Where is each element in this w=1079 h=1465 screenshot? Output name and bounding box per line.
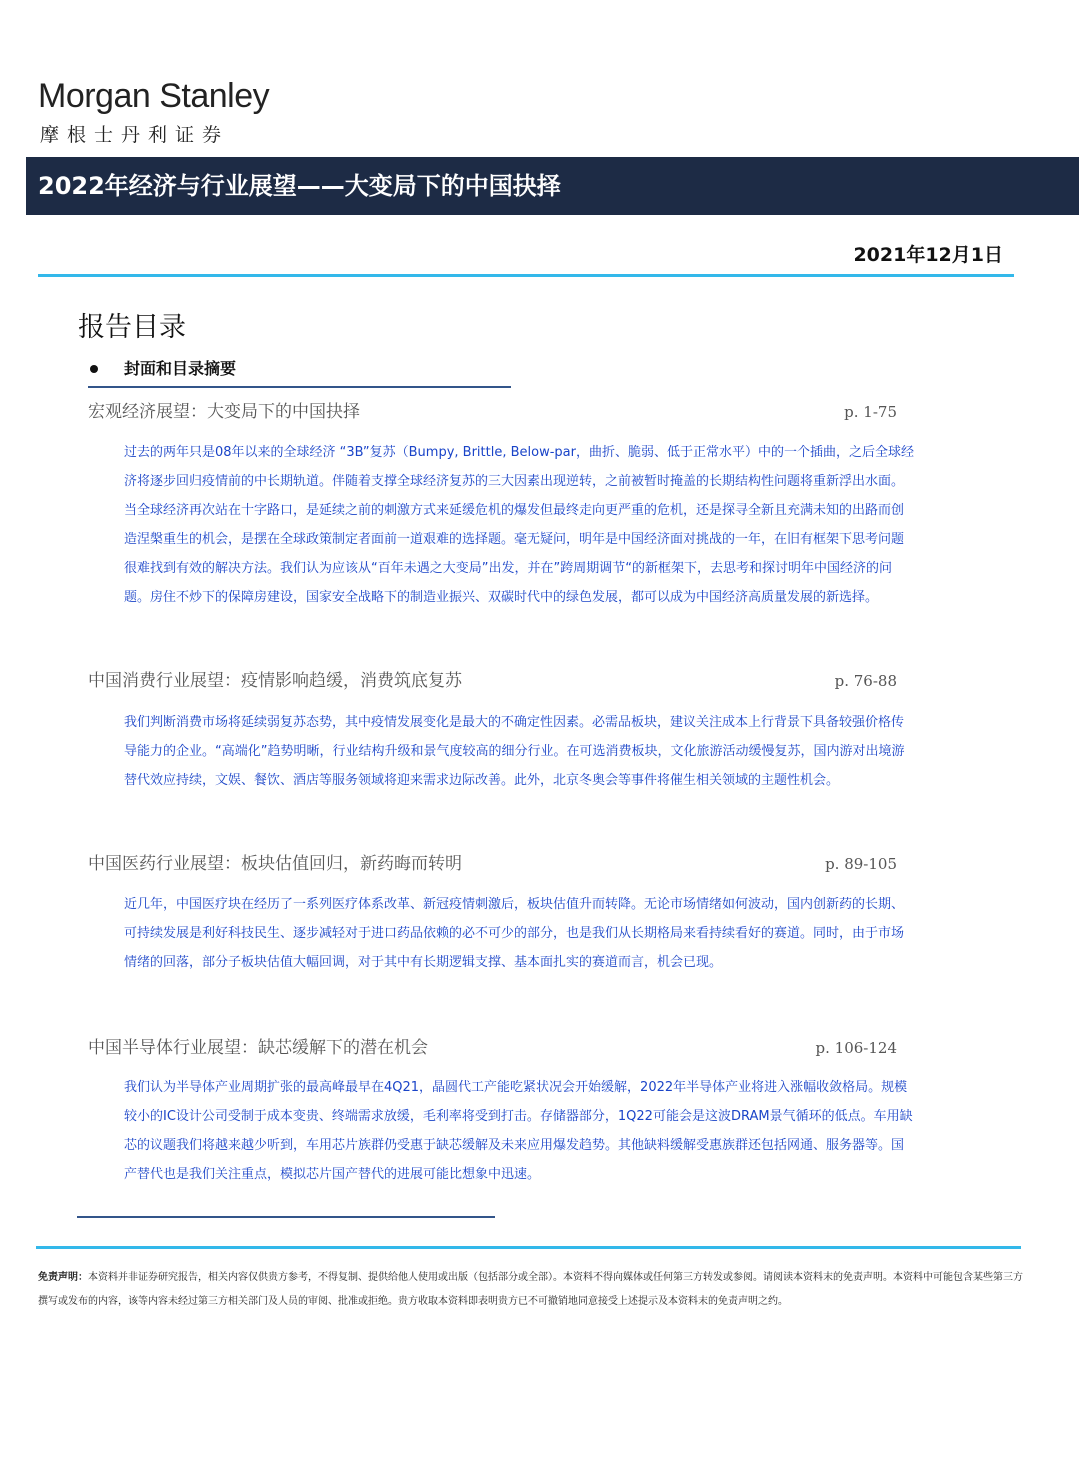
- toc-section-pages-semiconductor: p. 106-124: [815, 1039, 897, 1057]
- toc-section-pages-macro: p. 1-75: [844, 403, 897, 421]
- toc-divider-top: [88, 386, 511, 388]
- toc-section-title-semiconductor[interactable]: 中国半导体行业展望：缺芯缓解下的潜在机会: [88, 1038, 428, 1058]
- toc-section-summary-healthcare: 近几年，中国医疗块在经历了一系列医疗体系改革、新冠疫情刺激后，板块估值升而转降。无论市场情绪如何波动，国内创新药的长期、可持续发展是利好科技民生、逐步减轻对于进口药品依赖的必不可少的部分，也是我们从长期格局来看持续看好的赛道。同时，由于市场情绪的回落，部分子板块估值大幅回调，对于其中有长期逻辑支撑、基本面扎实的赛道而言，机会已现。: [124, 897, 905, 970]
- disclaimer-label: 免责声明：: [38, 1272, 88, 1283]
- footer-divider: [36, 1246, 1021, 1249]
- toc-section-summary-macro: 过去的两年只是08年以来的全球经济 “3B”复苏（Bumpy, Brittle, Below-par，曲折、脆弱、低于正常水平）中的一个插曲，之后全球经济将逐步回归疫情前的中长期轨道。伴随着支撑全球经济复苏的三大因素出现逆转，之前被暂时掩盖的长期结构性问题将重新浮出水面。当全球经济再次站在十字路口，是延续之前的刺激方式来延缓危机的爆发但最终走向更严重的危机，还是探寻全新且充满未知的出路而创造涅槃重生的机会，是摆在全球政策制定者面前一道艰难的选择题。毫无疑问，明年是中国经济面对挑战的一年，在旧有框架下思考问题很难找到有效的解决方法。我们认为应该从“百年未遇之大变局”出发，并在”跨周期调节“的新框架下，去思考和探讨明年中国经济的问题。房住不炒下的保障房建设，国家安全战略下的制造业振兴、双碳时代中的绿色发展，都可以成为中国经济高质量发展的新选择。: [124, 445, 914, 605]
- toc-section-title-macro[interactable]: 宏观经济展望：大变局下的中国抉择: [88, 402, 360, 422]
- toc-section-title-healthcare[interactable]: 中国医药行业展望：板块估值回归，新药晦而转明: [88, 854, 462, 874]
- disclaimer-text: 本资料并非证券研究报告，相关内容仅供贵方参考，不得复制、提供给他人使用或出版（包括部分或全部）。本资料不得向媒体或任何第三方转发或参阅。请阅读本资料末的免责声明。本资料中可能包含某些第三方撰写或发布的内容，该等内容未经过第三方相关部门及人员的审阅、批准或拒绝。贵方收取本资料即表明贵方已不可撤销地同意接受上述提示及本资料末的免责声明之约。: [38, 1272, 1023, 1307]
- toc-section-pages-healthcare: p. 89-105: [825, 855, 897, 873]
- toc-heading: 报告目录: [78, 312, 186, 343]
- toc-section-pages-consumer: p. 76-88: [834, 672, 897, 690]
- toc-divider-bottom: [77, 1216, 495, 1218]
- toc-section-summary-consumer: 我们判断消费市场将延续弱复苏态势，其中疫情发展变化是最大的不确定性因素。必需品板块，建议关注成本上行背景下具备较强价格传导能力的企业。“高端化”趋势明晰，行业结构升级和景气度较高的细分行业。在可选消费板块，文化旅游活动缓慢复苏，国内游对出境游替代效应持续，文娱、餐饮、酒店等服务领域将迎来需求边际改善。此外，北京冬奥会等事件将催生相关领域的主题性机会。: [124, 715, 905, 788]
- brand-logo-en: Morgan Stanley: [38, 77, 270, 115]
- report-title-bar: [26, 157, 1079, 215]
- disclaimer: [38, 1266, 1023, 1314]
- report-date: 2021年12月1日: [853, 244, 1003, 266]
- brand-logo-cn: 摩根士丹利证券: [40, 124, 230, 146]
- toc-section-summary-semiconductor: 我们认为半导体产业周期扩张的最高峰最早在4Q21，晶圆代工产能吃紧状况会开始缓解，2022年半导体产业将进入涨幅收敛格局。规模较小的IC设计公司受制于成本变贵、终端需求放缓，毛利率将受到打击。存储器部分，1Q22可能会是这波DRAM景气循环的低点。车用缺芯的议题我们将越来越少听到，车用芯片族群仍受惠于缺芯缓解及未来应用爆发趋势。其他缺料缓解受惠族群还包括网通、服务器等。国产替代也是我们关注重点，模拟芯片国产替代的进展可能比想象中迅速。: [124, 1080, 913, 1182]
- header-divider: [38, 274, 1014, 277]
- bullet-dot-icon: [90, 365, 98, 373]
- toc-bullet-item: 封面和目录摘要: [124, 359, 237, 378]
- report-title: 2022年经济与行业展望——大变局下的中国抉择: [38, 172, 561, 200]
- toc-section-title-consumer[interactable]: 中国消费行业展望：疫情影响趋缓，消费筑底复苏: [88, 671, 462, 691]
